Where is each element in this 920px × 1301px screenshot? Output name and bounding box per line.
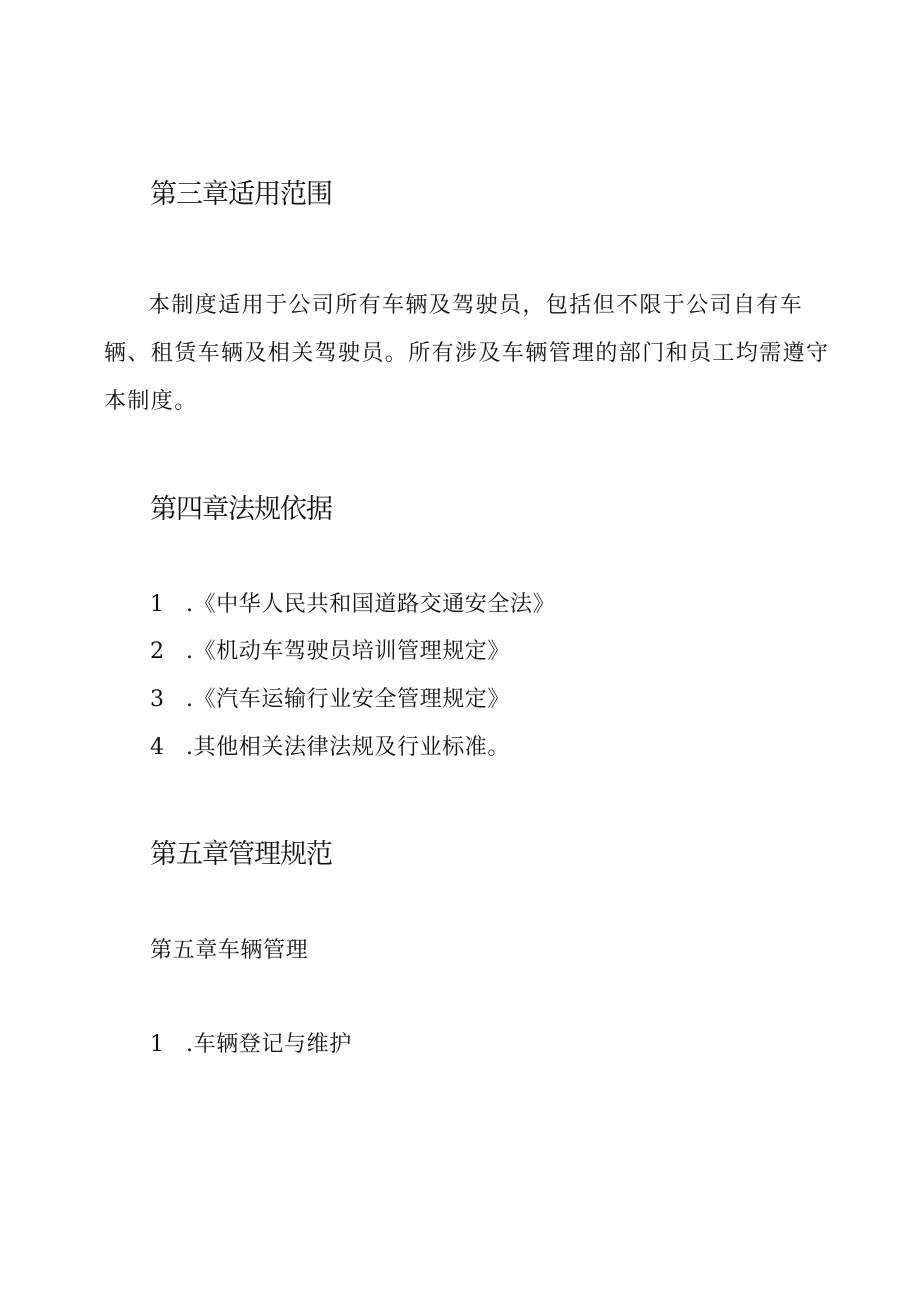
list-number: 1 [150, 1032, 165, 1057]
regulation-item-1 [150, 590, 555, 620]
list-number: 4 [150, 735, 165, 760]
vehicle-item-1 [150, 1030, 352, 1060]
regulation-item-4 [150, 733, 510, 763]
list-text: .其他相关法律法规及行业标准。 [186, 735, 510, 760]
regulation-item-3 [150, 685, 510, 715]
list-text: .《机动车驾驶员培训管理规定》 [186, 639, 510, 664]
list-number: 1 [150, 592, 165, 617]
list-text: .《中华人民共和国道路交通安全法》 [186, 592, 556, 617]
regulation-item-2 [150, 637, 510, 667]
chapter-3-body: 本制度适用于公司所有车辆及驾驶员，包括但不限于公司自有车辆、租赁车辆及相关驾驶员。所有涉及车辆管理的部门和员工均需遵守本制度。 [104, 293, 830, 414]
chapter-5-subtitle: 第五章车辆管理 [150, 938, 309, 963]
list-text: .《汽车运输行业安全管理规定》 [186, 687, 510, 712]
chapter-3-heading: 第三章适用范围 [150, 179, 332, 210]
list-number: 3 [150, 687, 165, 712]
list-number: 2 [150, 639, 165, 664]
chapter-4-heading: 第四章法规依据 [150, 494, 332, 525]
list-text: .车辆登记与维护 [186, 1032, 352, 1057]
chapter-5-heading: 第五章管理规范 [150, 839, 332, 870]
